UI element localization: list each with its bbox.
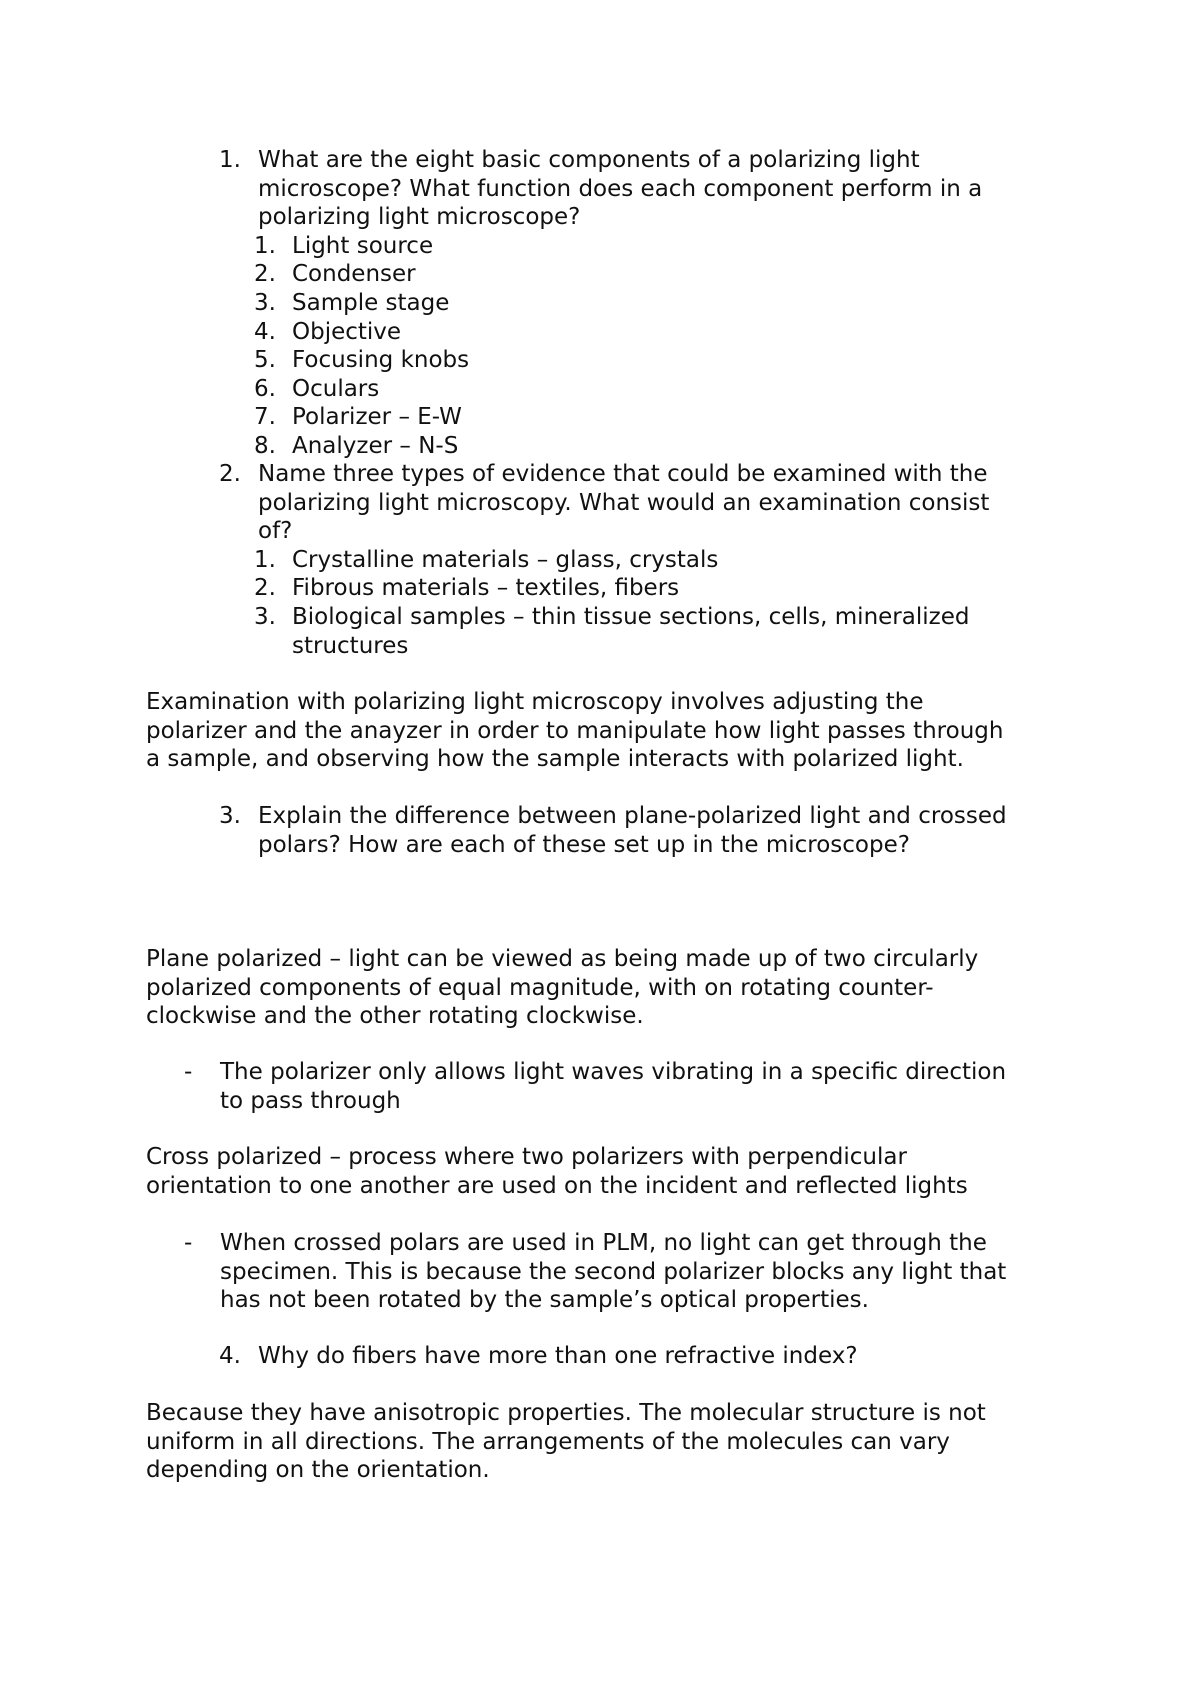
list-item-number: 2. [254, 261, 276, 288]
list-item [146, 603, 1066, 660]
question-4-row [146, 1342, 1066, 1371]
list-item-number: 4. [254, 318, 276, 345]
answer-4-paragraph [146, 1399, 1066, 1485]
question-text [258, 146, 1066, 232]
question-line: Name three types of evidence that could be examined with the [258, 461, 988, 487]
bullet-line: When crossed polars are used in PLM, no light can get through the [220, 1230, 987, 1256]
question-1-row [146, 146, 1066, 232]
question-line: polars? How are each of these set up in the microscope? [258, 831, 910, 858]
question-line: polarizing light microscope? [258, 204, 581, 231]
question-text [258, 802, 1066, 859]
bullet-line: The polarizer only allows light waves vibrating in a specific direction [220, 1059, 1007, 1085]
question-4 [146, 1342, 1066, 1371]
list-item-line: Crystalline materials – glass, crystals [292, 546, 719, 573]
list-item-line: structures [292, 632, 409, 659]
paragraph-line: polarized components of equal magnitude, with on rotating counter- [146, 974, 934, 1001]
list-item-line: Fibrous materials – textiles, fibers [292, 575, 680, 602]
list-item-text [292, 546, 1066, 575]
list-item [146, 574, 1066, 603]
cross-polarized-paragraph [146, 1143, 1066, 1200]
question-3 [146, 802, 1066, 859]
bullet-text [220, 1058, 1066, 1115]
list-item [146, 232, 1066, 261]
paragraph-line: orientation to one another are used on the incident and reflected lights [146, 1172, 968, 1199]
list-item-text: Polarizer – E-W [292, 404, 462, 431]
list-item-text: Analyzer – N-S [292, 432, 459, 459]
list-item [146, 403, 1066, 432]
bullet-line: specimen. This is because the second polarizer blocks any light that [220, 1258, 1007, 1285]
paragraph-line: uniform in all directions. The arrangements of the molecules can vary [146, 1428, 950, 1455]
paragraph-line: a sample, and observing how the sample interacts with polarized light. [146, 746, 964, 773]
question-text [258, 460, 1066, 546]
list-item-text: Sample stage [292, 289, 450, 316]
question-3-row [146, 802, 1066, 859]
question-number: 4. [219, 1343, 241, 1369]
cross-polarized-bullet [146, 1229, 1066, 1315]
list-item [146, 260, 1066, 289]
list-item-number: 5. [254, 347, 276, 374]
list-item [146, 375, 1066, 404]
list-item [146, 318, 1066, 347]
list-item-text [292, 574, 1066, 603]
list-item-text: Objective [292, 318, 402, 345]
bullet-dash: - [184, 1059, 193, 1085]
paragraph-line: clockwise and the other rotating clockwise. [146, 1003, 644, 1030]
list-item-text: Oculars [292, 375, 380, 402]
list-item [146, 289, 1066, 318]
plane-polarized-bullet [146, 1058, 1066, 1115]
list-item-number: 7. [254, 404, 276, 431]
list-item [146, 432, 1066, 461]
question-2-row [146, 460, 1066, 546]
question-number: 2. [219, 461, 241, 487]
list-item-text: Light source [292, 232, 434, 259]
question-line: of? [258, 518, 293, 545]
list-item [146, 346, 1066, 375]
paragraph-line: Examination with polarizing light microscopy involves adjusting the [146, 689, 924, 715]
list-item-text [292, 603, 1066, 660]
question-line: Explain the difference between plane-polarized light and crossed [258, 803, 1007, 829]
question-2 [146, 460, 1066, 660]
list-item-line: Biological samples – thin tissue sections, cells, mineralized [292, 603, 970, 630]
question-line: microscope? What function does each component perform in a [258, 175, 983, 202]
paragraph-line: Cross polarized – process where two polarizers with perpendicular [146, 1144, 907, 1170]
question-line: What are the eight basic components of a polarizing light [258, 147, 920, 173]
bullet-line: to pass through [220, 1087, 401, 1114]
bullet-dash: - [184, 1230, 193, 1256]
paragraph-line: depending on the orientation. [146, 1457, 490, 1484]
list-item-text: Condenser [292, 261, 416, 288]
question-text: Why do fibers have more than one refractive index? [258, 1343, 858, 1369]
paragraph-line: Plane polarized – light can be viewed as being made up of two circularly [146, 946, 979, 972]
bullet-item [146, 1058, 1066, 1115]
paragraph-line: polarizer and the anayzer in order to manipulate how light passes through [146, 717, 1004, 744]
list-item-text: Focusing knobs [292, 347, 470, 374]
plane-polarized-paragraph [146, 945, 1066, 1031]
list-item [146, 546, 1066, 575]
bullet-text [220, 1229, 1066, 1315]
list-item-number: 3. [254, 289, 276, 316]
question-line: polarizing light microscopy. What would an examination consist [258, 489, 990, 516]
bullet-item [146, 1229, 1066, 1315]
list-item-number: 8. [254, 432, 276, 459]
answer-2-paragraph [146, 688, 1066, 774]
list-item-number: 1. [254, 232, 276, 259]
list-item-number: 3. [254, 603, 276, 630]
list-item-number: 2. [254, 575, 276, 602]
list-item-number: 1. [254, 546, 276, 573]
question-number: 3. [219, 803, 241, 829]
question-1 [146, 146, 1066, 461]
question-number: 1. [219, 147, 241, 173]
paragraph-line: Because they have anisotropic properties. The molecular structure is not [146, 1400, 986, 1426]
bullet-line: has not been rotated by the sample’s optical properties. [220, 1287, 869, 1314]
list-item-number: 6. [254, 375, 276, 402]
